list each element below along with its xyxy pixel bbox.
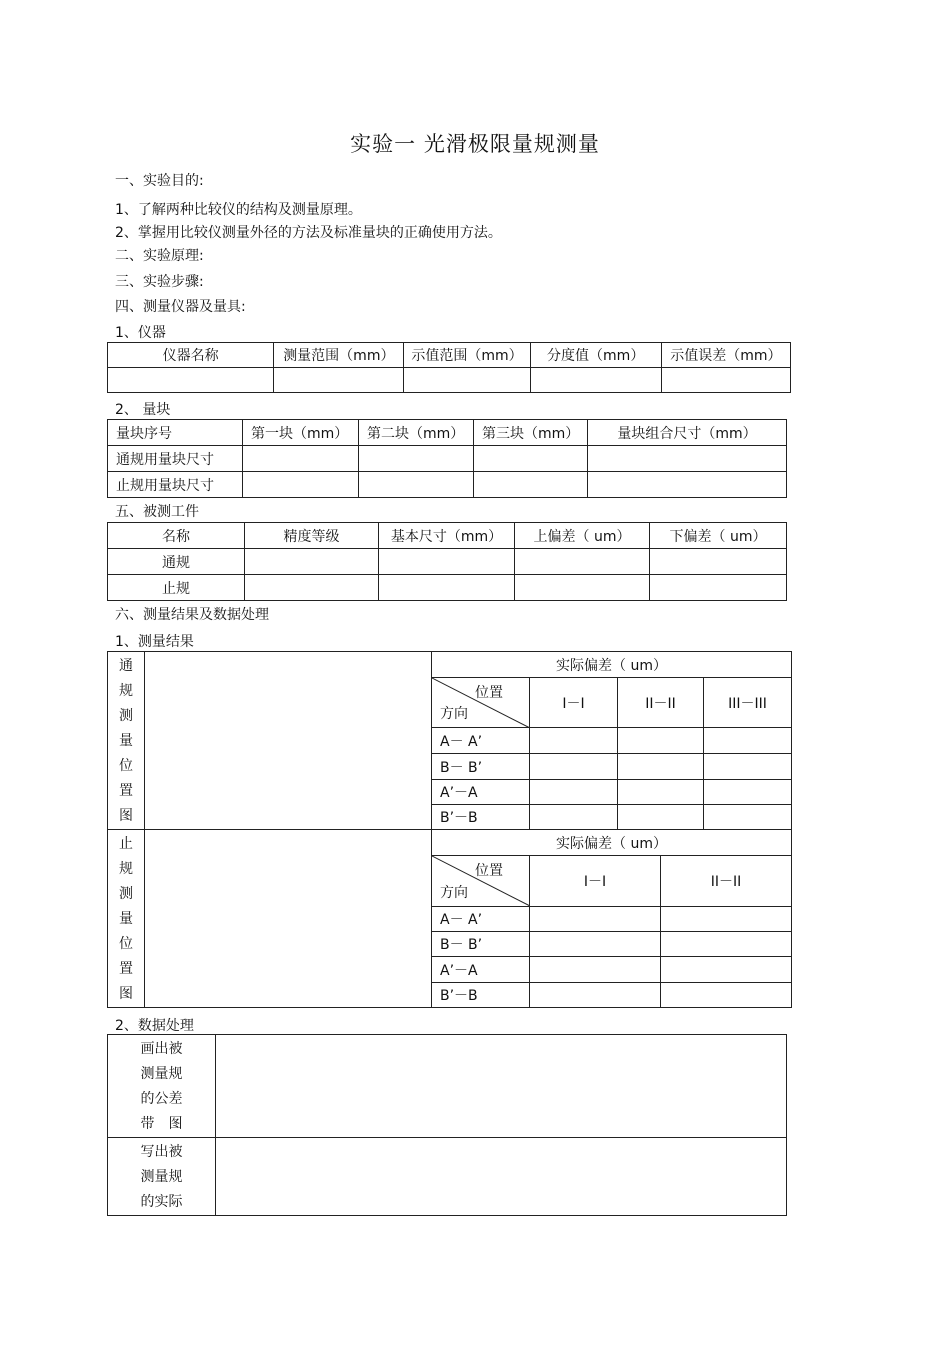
cell-empty[interactable] [379,549,515,575]
cell-empty[interactable] [379,575,515,601]
header-instrument-name: 仪器名称 [108,343,274,368]
cell-empty[interactable] [274,368,404,393]
page-title: 实验一 光滑极限量规测量 [350,132,600,156]
gauge-block-table [107,419,787,498]
cell-empty[interactable] [618,805,704,830]
section-purpose: 一、实验目的: [115,173,204,189]
header-block-number: 量块序号 [108,420,243,446]
nogo-row-label: A－ A’ [432,906,530,931]
header-block-first: 第一块（mm） [243,420,359,446]
header-accuracy-grade: 精度等级 [245,523,379,549]
subsection-instrument: 1、仪器 [115,325,166,341]
subsection-measure-results: 1、测量结果 [115,634,194,650]
position-label: 位置 [475,685,503,701]
header-block-combined: 量块组合尺寸（mm） [588,420,787,446]
workpiece-table [107,522,787,601]
go-row-label: A’－A [432,780,530,805]
nogo-row-label: B－ B’ [432,932,530,957]
cell-empty[interactable] [530,754,618,780]
subsection-data-processing: 2、数据处理 [115,1018,194,1034]
nogo-gauge-results-table [107,829,792,1008]
go-col-2: II－II [618,678,704,728]
nogo-gauge-side-label: 止规测量位置图 [108,830,145,1008]
cell-empty[interactable] [243,446,359,472]
header-indication-range: 示值范围（mm） [404,343,530,368]
row-label-go-block: 通规用量块尺寸 [108,446,243,472]
section-steps: 三、实验步骤: [115,274,204,290]
cell-empty[interactable] [650,575,787,601]
cell-empty[interactable] [530,780,618,805]
nogo-col-1: I－I [530,856,661,907]
cell-empty[interactable] [474,472,588,498]
section-workpiece: 五、被测工件 [115,504,199,520]
cell-empty[interactable] [618,780,704,805]
actual-size-label: 写出被测量规的实际 [108,1138,216,1216]
row-label-go: 通规 [108,549,245,575]
nogo-row-label: A’－A [432,957,530,982]
header-upper-deviation: 上偏差（ um） [515,523,650,549]
section-results: 六、测量结果及数据处理 [115,607,269,623]
header-block-third: 第三块（mm） [474,420,588,446]
go-gauge-results-table [107,651,792,830]
cell-empty[interactable] [404,368,530,393]
cell-empty[interactable] [704,780,792,805]
header-block-second: 第二块（mm） [359,420,474,446]
cell-empty[interactable] [650,549,787,575]
go-col-1: I－I [530,678,618,728]
cell-empty[interactable] [359,472,474,498]
cell-empty[interactable] [245,575,379,601]
cell-empty[interactable] [530,932,661,957]
purpose-item-1: 1、了解两种比较仪的结构及测量原理。 [115,202,362,218]
row-label-nogo-block: 止规用量块尺寸 [108,472,243,498]
nogo-diagonal-header [432,856,530,907]
cell-empty[interactable] [530,368,661,393]
cell-empty[interactable] [661,368,790,393]
nogo-col-2: II－II [661,856,792,907]
go-diagonal-header [432,678,530,728]
header-division-value: 分度值（mm） [530,343,661,368]
position-label: 位置 [475,863,503,880]
instrument-table [107,342,791,393]
row-label-nogo: 止规 [108,575,245,601]
cell-empty[interactable] [108,368,274,393]
nogo-gauge-diagram-area[interactable] [145,830,432,1008]
nogo-row-label: B’－B [432,982,530,1007]
cell-empty[interactable] [618,754,704,780]
cell-empty[interactable] [515,575,650,601]
go-col-3: III－III [704,678,792,728]
cell-empty[interactable] [474,446,588,472]
subsection-gauge-block: 2、 量块 [115,402,171,418]
header-lower-deviation: 下偏差（ um） [650,523,787,549]
header-measure-range: 测量范围（mm） [274,343,404,368]
go-gauge-diagram-area[interactable] [145,652,432,830]
cell-empty[interactable] [530,906,661,931]
cell-empty[interactable] [245,549,379,575]
header-indication-error: 示值误差（mm） [661,343,790,368]
tolerance-zone-label: 画出被测量规的公差带 图 [108,1035,216,1138]
cell-empty[interactable] [661,957,792,982]
cell-empty[interactable] [530,957,661,982]
cell-empty[interactable] [618,728,704,754]
actual-size-area[interactable] [216,1138,787,1216]
data-processing-table [107,1034,787,1216]
go-row-label: B’－B [432,805,530,830]
direction-label: 方向 [440,706,468,722]
cell-empty[interactable] [515,549,650,575]
go-row-label: A－ A’ [432,728,530,754]
go-row-label: B－ B’ [432,754,530,780]
cell-empty[interactable] [243,472,359,498]
cell-empty[interactable] [661,982,792,1007]
purpose-item-2: 2、掌握用比较仪测量外径的方法及标准量块的正确使用方法。 [115,225,502,241]
cell-empty[interactable] [530,728,618,754]
cell-empty[interactable] [588,446,787,472]
cell-empty[interactable] [704,754,792,780]
header-name: 名称 [108,523,245,549]
cell-empty[interactable] [530,805,618,830]
cell-empty[interactable] [588,472,787,498]
go-gauge-side-label: 通规测量位置图 [108,652,145,830]
cell-empty[interactable] [704,805,792,830]
go-actual-deviation-header: 实际偏差（ um） [432,652,792,678]
direction-label: 方向 [440,884,468,901]
cell-empty[interactable] [661,906,792,931]
cell-empty[interactable] [530,982,661,1007]
cell-empty[interactable] [704,728,792,754]
section-instruments: 四、测量仪器及量具: [115,299,246,315]
cell-empty[interactable] [661,932,792,957]
section-principle: 二、实验原理: [115,248,204,264]
cell-empty[interactable] [359,446,474,472]
header-basic-size: 基本尺寸（mm） [379,523,515,549]
nogo-actual-deviation-header: 实际偏差（ um） [432,830,792,856]
tolerance-zone-area[interactable] [216,1035,787,1138]
